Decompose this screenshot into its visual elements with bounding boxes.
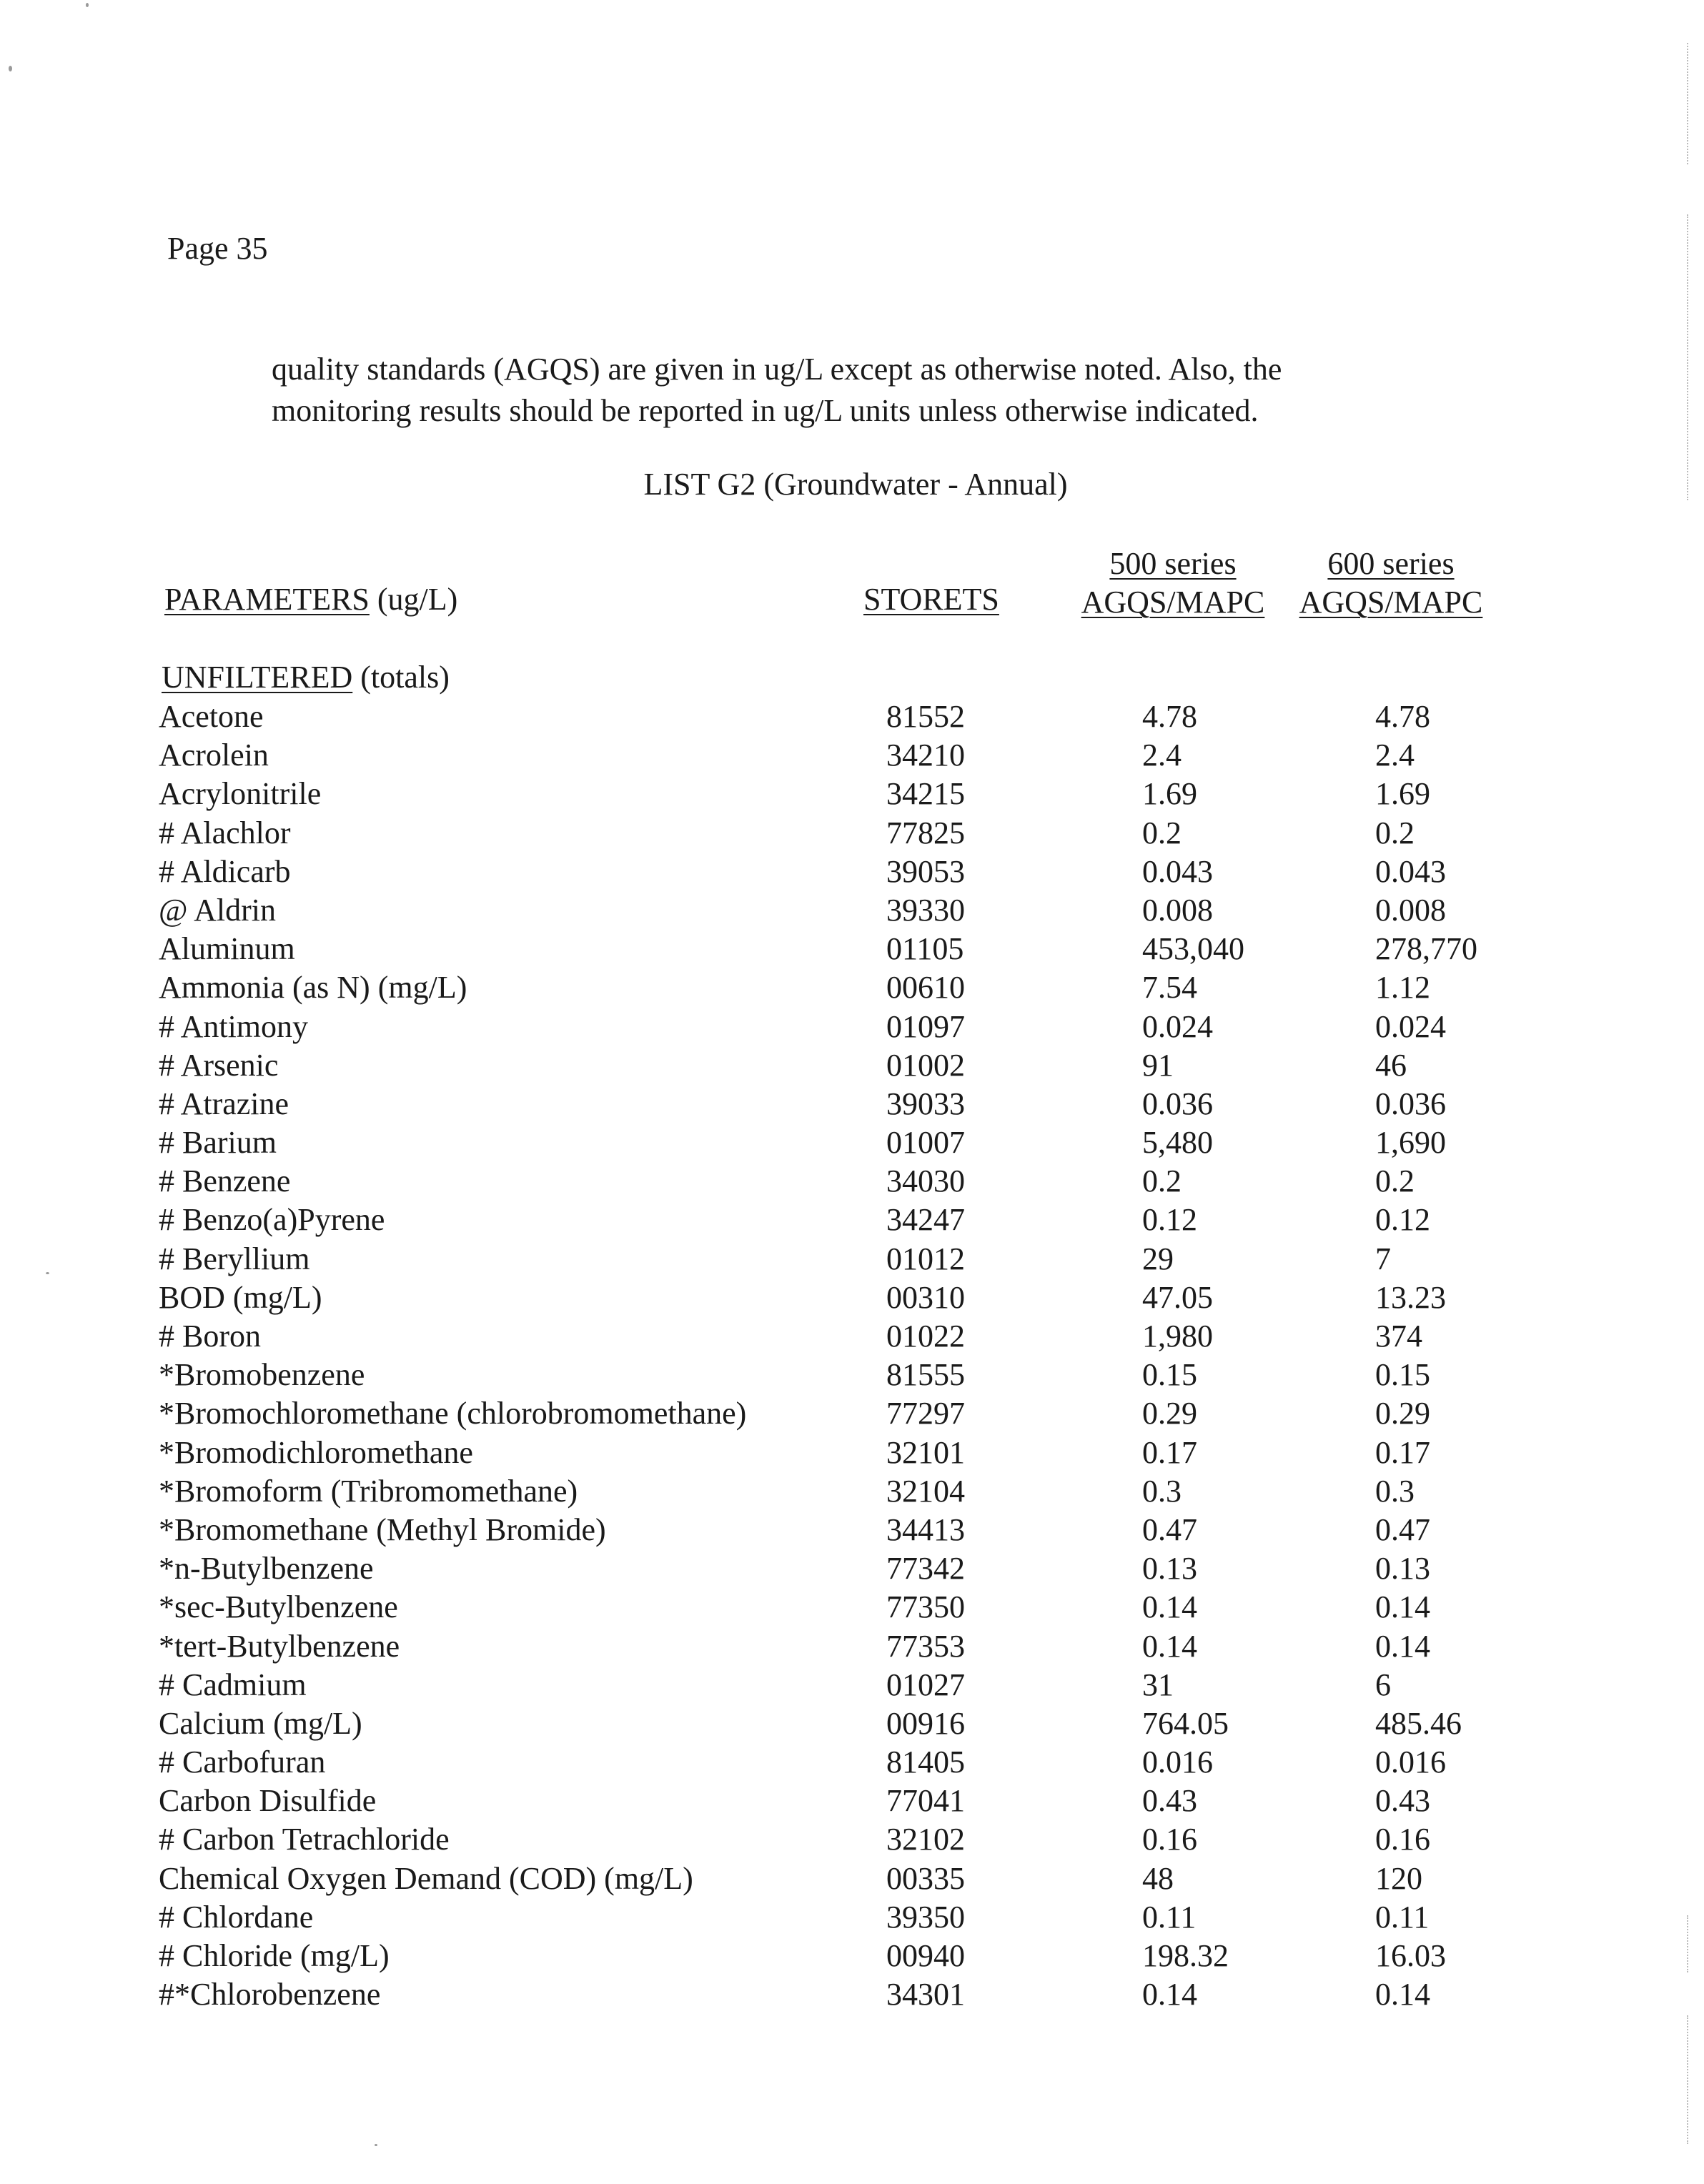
parameter-name: # Antimony [159,1008,309,1044]
parameter-name: Ammonia (as N) (mg/L) [159,970,467,1006]
table-row [0,1898,1704,1937]
value-600-series: 0.2 [1375,1163,1415,1199]
table-row [0,1588,1704,1627]
table-row [0,1666,1704,1704]
value-500-series: 0.14 [1142,1589,1197,1625]
parameter-name: # Benzene [159,1163,291,1199]
value-500-series: 764.05 [1142,1705,1229,1741]
parameter-name: Acrylonitrile [159,776,322,812]
storet-code: 01002 [886,1047,965,1083]
value-500-series: 47.05 [1142,1279,1213,1315]
header-parameters [164,580,457,619]
scan-edge-dots [1687,2015,1690,2144]
table-row [0,1511,1704,1549]
value-500-series: 0.15 [1142,1357,1197,1393]
parameter-name: # Arsenic [159,1047,279,1083]
parameter-name: Acrolein [159,738,269,773]
header-600-line1: 600 series [1327,546,1455,581]
value-600-series: 485.46 [1375,1705,1462,1741]
value-600-series: 0.43 [1375,1783,1430,1819]
header-storets [863,580,999,619]
value-600-series: 0.036 [1375,1086,1446,1121]
parameter-name: # Cadmium [159,1667,307,1702]
storet-code: 34030 [886,1163,965,1199]
table-row [0,1627,1704,1666]
storet-code: 00940 [886,1938,965,1973]
value-500-series: 0.47 [1142,1512,1197,1547]
parameter-name: Aluminum [159,931,295,967]
table-row [0,1394,1704,1433]
value-500-series: 1,980 [1142,1319,1213,1354]
value-600-series: 0.024 [1375,1008,1446,1044]
table-row [0,1046,1704,1085]
value-600-series: 1,690 [1375,1125,1446,1161]
section-label-suffix: (totals) [352,660,450,695]
value-600-series: 0.29 [1375,1396,1430,1431]
parameter-name: # Aldicarb [159,853,291,889]
table-row [0,1937,1704,1975]
value-500-series: 0.14 [1142,1628,1197,1664]
value-500-series: 0.17 [1142,1434,1197,1470]
storet-code: 01022 [886,1319,965,1354]
storet-code: 77297 [886,1396,965,1431]
value-500-series: 0.12 [1142,1202,1197,1238]
parameter-name: # Carbofuran [159,1744,326,1780]
value-500-series: 31 [1142,1667,1174,1702]
value-500-series: 0.43 [1142,1783,1197,1819]
storet-code: 34301 [886,1977,965,2012]
value-600-series: 1.12 [1375,970,1430,1006]
table-row [0,775,1704,813]
value-500-series: 0.13 [1142,1551,1197,1587]
value-600-series: 1.69 [1375,776,1430,812]
value-500-series: 0.024 [1142,1008,1213,1044]
parameter-name: Carbon Disulfide [159,1783,377,1819]
value-600-series: 0.15 [1375,1357,1430,1393]
storet-code: 77041 [886,1783,965,1819]
table-row [0,814,1704,853]
table-row [0,698,1704,736]
storet-code: 39033 [886,1086,965,1121]
parameter-name: Calcium (mg/L) [159,1705,362,1741]
value-600-series: 0.11 [1375,1899,1430,1935]
value-500-series: 0.14 [1142,1977,1197,2012]
value-500-series: 0.3 [1142,1473,1182,1509]
value-600-series: 0.2 [1375,815,1415,850]
value-500-series: 0.16 [1142,1822,1197,1857]
parameter-name: *Bromochloromethane (chlorobromomethane) [159,1396,747,1431]
parameter-name: *sec-Butylbenzene [159,1589,398,1625]
value-600-series: 7 [1375,1241,1391,1276]
value-500-series: 453,040 [1142,931,1244,967]
storet-code: 39053 [886,853,965,889]
table-row [0,1240,1704,1279]
parameter-name: *n-Butylbenzene [159,1551,374,1587]
table-row [0,968,1704,1007]
value-600-series: 278,770 [1375,931,1477,967]
storet-code: 39350 [886,1899,965,1935]
scan-edge-dots [1687,43,1690,164]
value-600-series: 0.14 [1375,1628,1430,1664]
header-500-line2: AGQS/MAPC [1081,585,1265,620]
value-600-series: 0.008 [1375,892,1446,928]
parameter-name: *Bromoform (Tribromomethane) [159,1473,578,1509]
section-label-text: UNFILTERED [162,660,353,695]
storet-code: 77350 [886,1589,965,1625]
parameter-name: Acetone [159,699,264,734]
intro-paragraph [272,349,1501,432]
parameter-name: *Bromobenzene [159,1357,365,1393]
scan-speck [86,3,89,7]
value-600-series: 0.14 [1375,1589,1430,1625]
header-600-series [1284,545,1498,622]
storet-code: 34210 [886,738,965,773]
table-row [0,1704,1704,1743]
parameter-name: # Atrazine [159,1086,289,1121]
storet-code: 77342 [886,1551,965,1587]
storet-code: 81405 [886,1744,965,1780]
table-row [0,1975,1704,2014]
table-row [0,1549,1704,1588]
value-600-series: 0.043 [1375,853,1446,889]
table-row [0,1743,1704,1782]
table-row [0,1317,1704,1356]
table-row [0,1860,1704,1898]
parameter-name: *Bromomethane (Methyl Bromide) [159,1512,606,1547]
storet-code: 01012 [886,1241,965,1276]
storet-code: 77353 [886,1628,965,1664]
header-parameters-unit: (ug/L) [369,582,458,617]
value-600-series: 0.17 [1375,1434,1430,1470]
intro-line-2: monitoring results should be reported in ug/L units unless otherwise indicated. [272,393,1259,428]
value-600-series: 16.03 [1375,1938,1446,1973]
table-row [0,1782,1704,1820]
storet-code: 81552 [886,699,965,734]
table-row [0,1162,1704,1201]
table-row [0,1201,1704,1239]
value-600-series: 2.4 [1375,738,1415,773]
table-row [0,1820,1704,1859]
list-title: LIST G2 (Groundwater - Annual) [643,467,1068,502]
intro-line-1: quality standards (AGQS) are given in ug/L except as otherwise noted. Also, the [272,352,1282,387]
header-500-line1: 500 series [1109,546,1237,581]
parameter-name: *tert-Butylbenzene [159,1628,400,1664]
parameter-name: # Benzo(a)Pyrene [159,1202,385,1238]
parameter-name: # Carbon Tetrachloride [159,1822,450,1857]
value-500-series: 198.32 [1142,1938,1229,1973]
storet-code: 39330 [886,892,965,928]
header-storets-label: STORETS [863,582,999,617]
value-600-series: 0.47 [1375,1512,1430,1547]
parameter-name: # Beryllium [159,1241,310,1276]
storet-code: 77825 [886,815,965,850]
storet-code: 01027 [886,1667,965,1702]
storet-code: 00916 [886,1705,965,1741]
value-600-series: 0.13 [1375,1551,1430,1587]
value-500-series: 29 [1142,1241,1174,1276]
table-row [0,1123,1704,1162]
value-600-series: 0.016 [1375,1744,1446,1780]
value-500-series: 0.2 [1142,815,1182,850]
parameter-name: Chemical Oxygen Demand (COD) (mg/L) [159,1860,693,1896]
scan-edge-dots [1687,214,1690,500]
parameter-name: # Boron [159,1319,261,1354]
value-600-series: 46 [1375,1047,1407,1083]
value-600-series: 374 [1375,1319,1422,1354]
parameter-name: #*Chlorobenzene [159,1977,381,2012]
storet-code: 01097 [886,1008,965,1044]
parameter-table [0,698,1704,2014]
storet-code: 34413 [886,1512,965,1547]
value-500-series: 0.29 [1142,1396,1197,1431]
header-600-line2: AGQS/MAPC [1299,585,1483,620]
parameter-name: # Barium [159,1125,277,1161]
table-row [0,1008,1704,1046]
value-600-series: 13.23 [1375,1279,1446,1315]
storet-code: 34247 [886,1202,965,1238]
header-500-series [1069,545,1277,622]
table-row [0,736,1704,775]
value-500-series: 0.11 [1142,1899,1197,1935]
value-500-series: 0.016 [1142,1744,1213,1780]
value-600-series: 0.16 [1375,1822,1430,1857]
table-row [0,930,1704,968]
value-500-series: 48 [1142,1860,1174,1896]
value-500-series: 0.2 [1142,1163,1182,1199]
storet-code: 32101 [886,1434,965,1470]
value-500-series: 0.036 [1142,1086,1213,1121]
value-500-series: 7.54 [1142,970,1197,1006]
value-600-series: 0.3 [1375,1473,1415,1509]
storet-code: 32102 [886,1822,965,1857]
storet-code: 01105 [886,931,964,967]
scan-speck [9,66,12,71]
value-500-series: 0.008 [1142,892,1213,928]
value-500-series: 0.043 [1142,853,1213,889]
storet-code: 01007 [886,1125,965,1161]
storet-code: 00310 [886,1279,965,1315]
value-600-series: 6 [1375,1667,1391,1702]
parameter-name: *Bromodichloromethane [159,1434,473,1470]
storet-code: 00610 [886,970,965,1006]
value-600-series: 0.14 [1375,1977,1430,2012]
value-600-series: 120 [1375,1860,1422,1896]
page-number: Page 35 [167,231,268,266]
header-parameters-label: PARAMETERS [164,582,370,617]
table-row [0,1434,1704,1472]
value-500-series: 91 [1142,1047,1174,1083]
storet-code: 00335 [886,1860,965,1896]
table-row [0,1085,1704,1123]
value-600-series: 0.12 [1375,1202,1430,1238]
section-label [162,659,450,695]
storet-code: 32104 [886,1473,965,1509]
table-row [0,1472,1704,1511]
value-500-series: 4.78 [1142,699,1197,734]
table-row [0,853,1704,891]
value-500-series: 2.4 [1142,738,1182,773]
storet-code: 81555 [886,1357,965,1393]
parameter-name: BOD (mg/L) [159,1279,322,1315]
storet-code: 34215 [886,776,965,812]
parameter-name: @ Aldrin [159,892,276,928]
parameter-name: # Chloride (mg/L) [159,1938,390,1973]
value-500-series: 1.69 [1142,776,1197,812]
value-500-series: 5,480 [1142,1125,1213,1161]
parameter-name: # Alachlor [159,815,291,850]
table-row [0,1356,1704,1394]
value-600-series: 4.78 [1375,699,1430,734]
table-row [0,891,1704,930]
parameter-name: # Chlordane [159,1899,314,1935]
scan-speck [375,2144,377,2146]
table-row [0,1279,1704,1317]
